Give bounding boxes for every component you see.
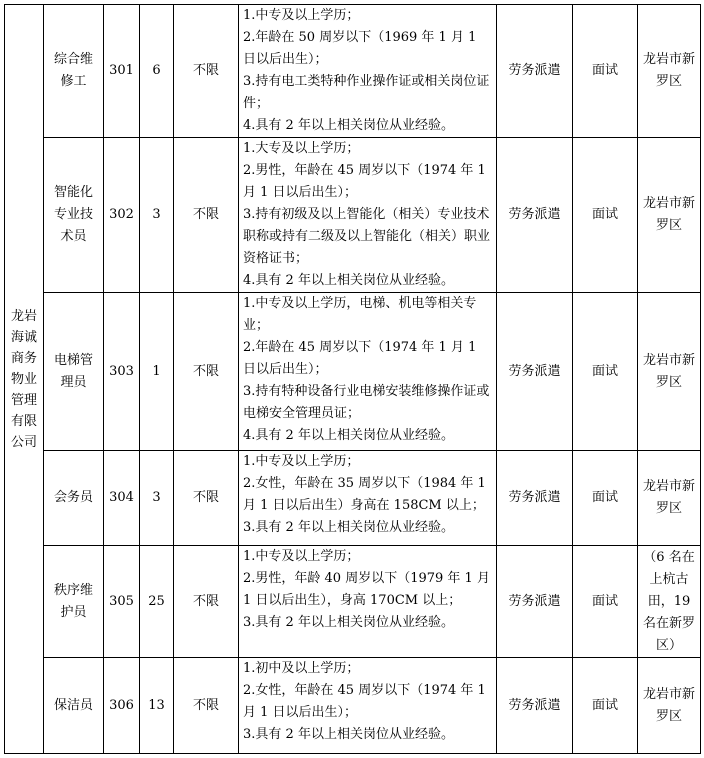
table-row: [5, 293, 701, 451]
position-code: 305: [104, 546, 140, 658]
requirement-line: 3.持有电工类特种作业操作证或相关岗位证件；: [243, 74, 490, 111]
requirement-line: 2.年龄在 45 周岁以下（1974 年 1 月 1 日以后出生）；: [243, 340, 477, 377]
position-code: 303: [104, 293, 140, 451]
requirements: [239, 5, 497, 138]
requirement-line: 1.中专及以上学历；: [243, 8, 360, 23]
requirement-line: 2.男性，年龄在 45 周岁以下（1974 年 1 月 1 日以后出生）；: [243, 163, 486, 200]
work-location: 龙岩市新罗区: [638, 5, 701, 138]
exam-method: 面试: [573, 451, 638, 546]
table-row: [5, 546, 701, 658]
requirement-line: 3.持有特种设备行业电梯安装维修操作证或电梯安全管理员证；: [243, 384, 490, 421]
hire-type: 劳务派遣: [497, 138, 573, 293]
exam-method: 面试: [573, 5, 638, 138]
exam-method: 面试: [573, 658, 638, 754]
exam-method: 面试: [573, 546, 638, 658]
hire-count: 13: [140, 658, 174, 754]
requirements: [239, 451, 497, 546]
major: 不限: [174, 451, 239, 546]
work-location: （6 名在上杭古田，19 名在新罗区）: [638, 546, 701, 658]
requirement-line: 4.具有 2 年以上相关岗位从业经验。: [243, 118, 454, 133]
requirement-line: 1.中专及以上学历；: [243, 549, 360, 564]
requirements: [239, 658, 497, 754]
requirement-line: 3.具有 2 年以上相关岗位从业经验。: [243, 727, 454, 742]
table-row: [5, 451, 701, 546]
table-row: [5, 5, 701, 138]
requirement-line: 4.具有 2 年以上相关岗位从业经验。: [243, 273, 454, 288]
company-name: 龙岩海诚商务物业管理有限公司: [5, 5, 44, 754]
position-code: 301: [104, 5, 140, 138]
requirement-line: 3.具有 2 年以上相关岗位从业经验。: [243, 520, 454, 535]
hire-count: 1: [140, 293, 174, 451]
major: 不限: [174, 546, 239, 658]
requirement-line: 3.具有 2 年以上相关岗位从业经验。: [243, 615, 454, 630]
hire-type: 劳务派遣: [497, 5, 573, 138]
table-row: [5, 658, 701, 754]
work-location: 龙岩市新罗区: [638, 138, 701, 293]
recruitment-table: [4, 4, 701, 754]
requirements: [239, 546, 497, 658]
position-name: 智能化专业技术员: [44, 138, 104, 293]
position-name: 综合维修工: [44, 5, 104, 138]
hire-type: 劳务派遣: [497, 546, 573, 658]
major: 不限: [174, 5, 239, 138]
work-location: 龙岩市新罗区: [638, 293, 701, 451]
hire-count: 3: [140, 138, 174, 293]
major: 不限: [174, 138, 239, 293]
requirement-line: 2.男性，年龄 40 周岁以下（1979 年 1 月 1 日以后出生），身高 170CM 以上；: [243, 571, 490, 608]
work-location: 龙岩市新罗区: [638, 451, 701, 546]
requirement-line: 1.大专及以上学历；: [243, 141, 360, 156]
exam-method: 面试: [573, 138, 638, 293]
requirement-line: 4.具有 2 年以上相关岗位从业经验。: [243, 428, 454, 443]
requirements: [239, 293, 497, 451]
major: 不限: [174, 658, 239, 754]
position-name: 保洁员: [44, 658, 104, 754]
requirements: [239, 138, 497, 293]
hire-type: 劳务派遣: [497, 293, 573, 451]
hire-type: 劳务派遣: [497, 658, 573, 754]
hire-type: 劳务派遣: [497, 451, 573, 546]
requirement-line: 2.女性，年龄在 35 周岁以下（1984 年 1 月 1 日以后出生）身高在 158CM 以上；: [243, 476, 486, 513]
position-code: 302: [104, 138, 140, 293]
hire-count: 6: [140, 5, 174, 138]
requirement-line: 1.中专及以上学历，电梯、机电等相关专业；: [243, 296, 477, 333]
requirement-line: 2.女性，年龄在 45 周岁以下（1974 年 1 月 1 日以后出生）；: [243, 683, 486, 720]
hire-count: 3: [140, 451, 174, 546]
requirement-line: 2.年龄在 50 周岁以下（1969 年 1 月 1 日以后出生）；: [243, 30, 477, 67]
position-name: 会务员: [44, 451, 104, 546]
work-location: 龙岩市新罗区: [638, 658, 701, 754]
table-row: [5, 138, 701, 293]
position-name: 电梯管理员: [44, 293, 104, 451]
major: 不限: [174, 293, 239, 451]
position-code: 304: [104, 451, 140, 546]
position-name: 秩序维护员: [44, 546, 104, 658]
requirement-line: 3.持有初级及以上智能化（相关）专业技术职称或持有二级及以上智能化（相关）职业资格证书；: [243, 207, 491, 266]
position-code: 306: [104, 658, 140, 754]
hire-count: 25: [140, 546, 174, 658]
requirement-line: 1.初中及以上学历；: [243, 661, 360, 676]
exam-method: 面试: [573, 293, 638, 451]
requirement-line: 1.中专及以上学历；: [243, 454, 360, 469]
